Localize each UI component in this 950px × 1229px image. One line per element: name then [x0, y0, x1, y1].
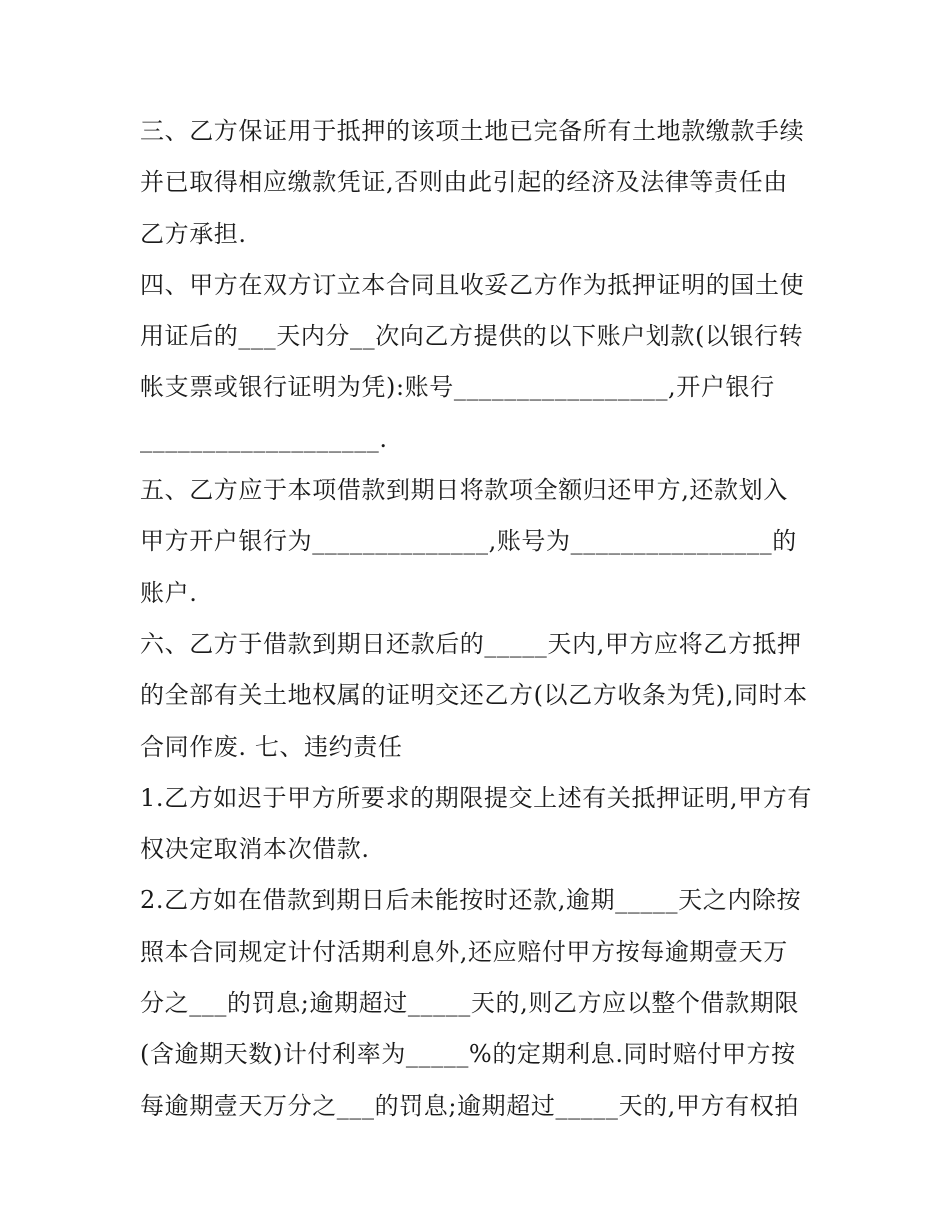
text-line: 1.乙方如迟于甲方所要求的期限提交上述有关抵押证明,甲方有	[140, 783, 812, 812]
text-line: 权决定取消本次借款.	[140, 835, 370, 864]
text-line: 合同作废. 七、违约责任	[140, 732, 403, 761]
text-line: 三、乙方保证用于抵押的该项土地已完备所有土地款缴款手续	[140, 117, 805, 145]
text-line: 并已取得相应缴款凭证,否则由此引起的经济及法律等责任由	[140, 168, 788, 197]
text-line: 分之___的罚息;逾期超过_____天的,则乙方应以整个借款期限	[140, 989, 799, 1018]
text-line: 六、乙方于借款到期日还款后的_____天内,甲方应将乙方抵押	[140, 629, 802, 658]
text-line: 帐支票或银行证明为凭):账号_________________,开户银行	[140, 373, 775, 402]
text-line: 账户.	[140, 578, 198, 607]
text-line: 五、乙方应于本项借款到期日将款项全额归还甲方,还款划入	[140, 476, 788, 505]
text-line: (含逾期天数)计付利率为_____%的定期利息.同时赔付甲方按	[140, 1040, 796, 1069]
text-line: 乙方承担.	[140, 219, 247, 248]
text-line: 用证后的___天内分__次向乙方提供的以下账户划款(以银行转	[140, 322, 804, 351]
text-line: ___________________.	[140, 424, 388, 453]
text-line: 2.乙方如在借款到期日后未能按时还款,逾期_____天之内除按	[140, 886, 802, 915]
text-line: 的全部有关土地权属的证明交还乙方(以乙方收条为凭),同时本	[140, 681, 808, 710]
text-line: 照本合同规定计付活期利息外,还应赔付甲方按每逾期壹天万	[140, 937, 788, 966]
contract-text-body	[140, 106, 820, 1132]
text-line: 每逾期壹天万分之___的罚息;逾期超过_____天的,甲方有权拍	[140, 1091, 799, 1120]
text-line: 四、甲方在双方订立本合同且收妥乙方作为抵押证明的国土使	[140, 270, 805, 299]
text-line: 甲方开户银行为______________,账号为________________的	[140, 527, 797, 556]
